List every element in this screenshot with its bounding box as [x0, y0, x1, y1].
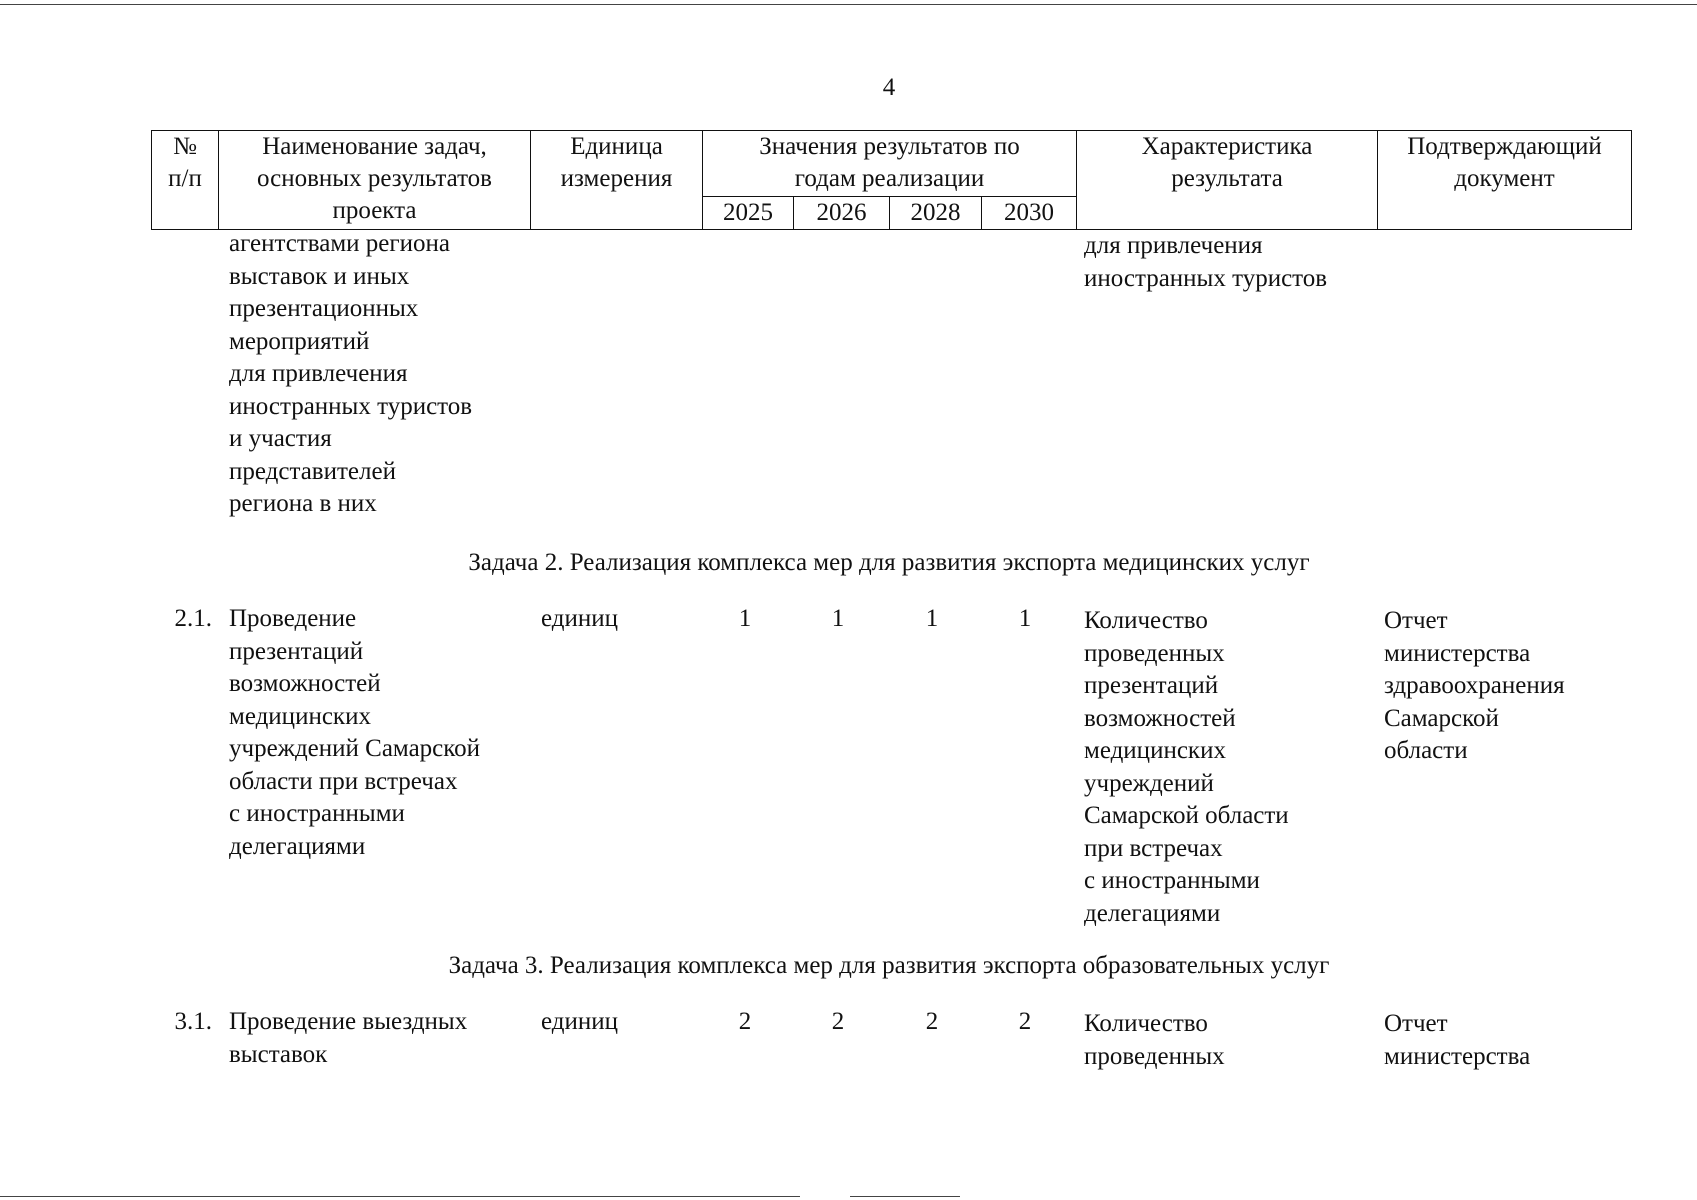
row-3-1-document: Отчет министерства: [1384, 1010, 1531, 1070]
row-3-1-value-2028: 2: [925, 1008, 939, 1035]
row-3-1-value-2030: 2: [1018, 1008, 1032, 1035]
header-year-2030: 2030: [982, 197, 1077, 230]
table-header: [151, 130, 1632, 230]
row-3-1-value-2026: 2: [831, 1008, 845, 1035]
row-2-1-number: 2.1.: [174, 605, 212, 632]
row-3-1-unit: единиц: [541, 1008, 619, 1035]
row-2-1-value-2026: 1: [831, 605, 845, 632]
row-2-1-unit: единиц: [541, 605, 619, 632]
page-top-edge: [0, 4, 1697, 5]
header-num: № п/п: [152, 131, 219, 230]
row-2-1-name: Проведение презентаций возможностей медицинских учреждений Самарской области при встречах с иностранными делегациями: [229, 605, 481, 860]
row-2-1-value-2025: 1: [738, 605, 752, 632]
task-2-title: Задача 2. Реализация комплекса мер для развития экспорта медицинских услуг: [468, 549, 1310, 576]
header-values: Значения результатов по годам реализации: [703, 131, 1077, 197]
row-3-1-value-2025: 2: [738, 1008, 752, 1035]
page-number: 4: [882, 74, 896, 101]
header-year-2028: 2028: [890, 197, 982, 230]
continuation-characteristic: для привлечения иностранных туристов: [1084, 232, 1328, 292]
row-2-1-value-2030: 1: [1018, 605, 1032, 632]
row-2-1-characteristic: Количество проведенных презентаций возможностей медицинских учреждений Самарской области при встречах с иностранными делегациями: [1084, 607, 1289, 927]
row-3-1-name: Проведение выездных выставок: [229, 1008, 468, 1068]
row-3-1-characteristic: Количество проведенных: [1084, 1010, 1225, 1070]
header-document: Подтверждающий документ: [1378, 131, 1632, 230]
page-bottom-edge: [0, 1196, 800, 1197]
header-year-2025: 2025: [703, 197, 794, 230]
row-3-1-number: 3.1.: [174, 1008, 212, 1035]
header-name: Наименование задач, основных результатов проекта: [219, 131, 531, 230]
continuation-name: агентствами региона выставок и иных презентационных мероприятий для привлечения иностранных туристов и участия представителей региона в них: [229, 230, 473, 517]
row-2-1-value-2028: 1: [925, 605, 939, 632]
row-2-1-document: Отчет министерства здравоохранения Самарской области: [1384, 607, 1565, 764]
task-3-title: Задача 3. Реализация комплекса мер для развития экспорта образовательных услуг: [448, 952, 1330, 979]
header-unit: Единица измерения: [531, 131, 703, 230]
header-characteristic: Характеристика результата: [1077, 131, 1378, 230]
page-bottom-edge-fragment: [850, 1196, 960, 1197]
header-year-2026: 2026: [794, 197, 890, 230]
